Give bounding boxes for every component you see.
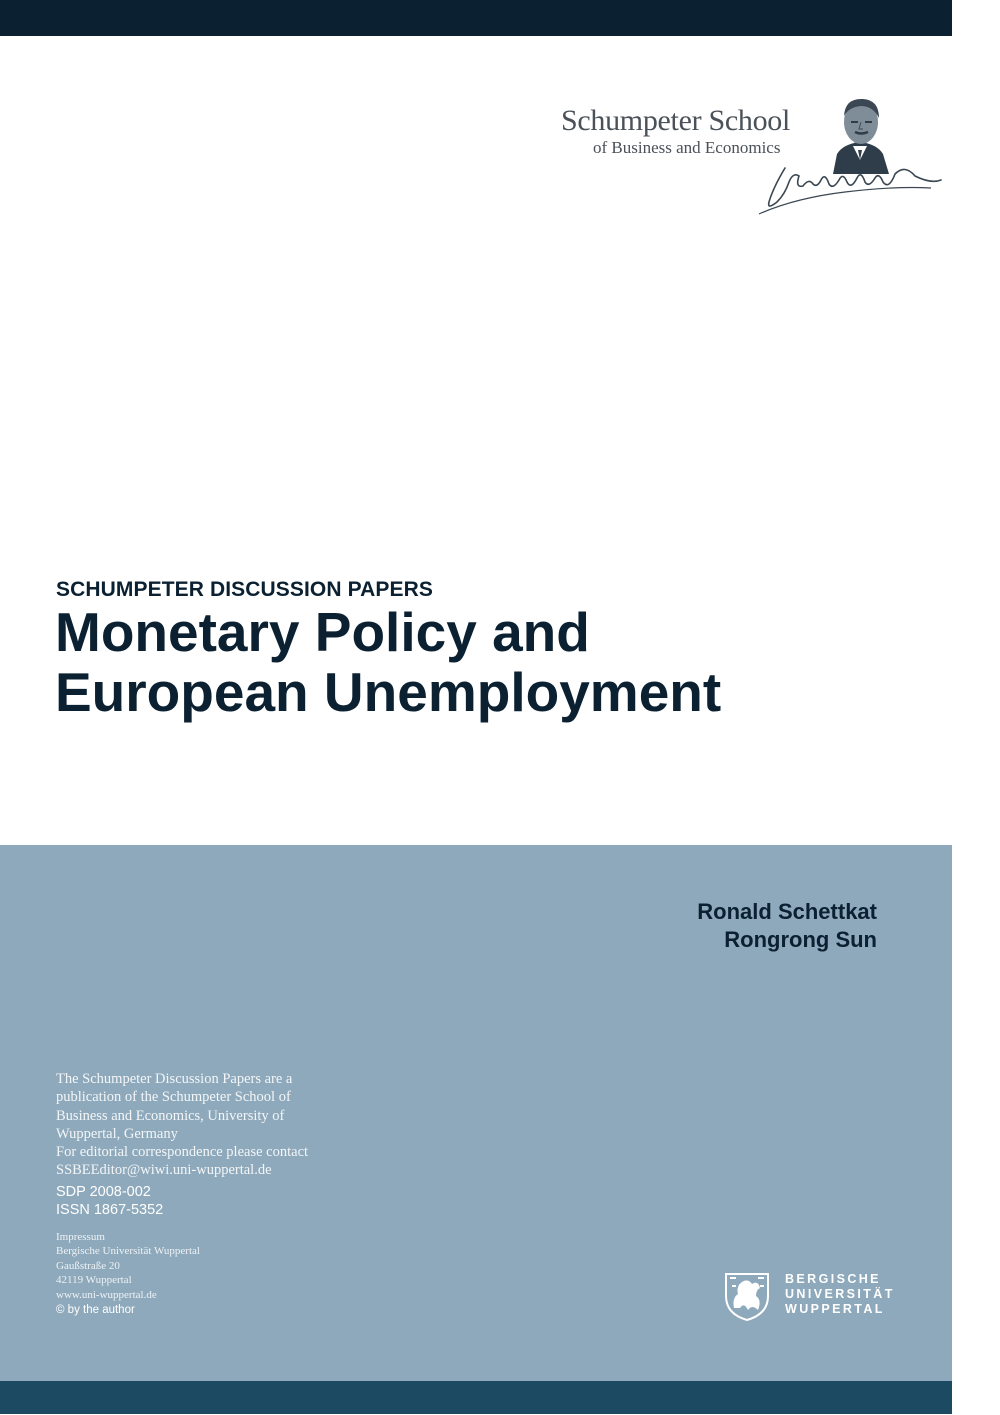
university-logo [722, 1266, 922, 1326]
impressum [56, 1230, 200, 1302]
impressum-line: Bergische Universität Wuppertal [56, 1245, 200, 1258]
logo-subtitle: of Business and Economics [593, 138, 781, 157]
author-name: Ronald Schettkat [697, 899, 877, 924]
impressum-url: www.uni-wuppertal.de [56, 1288, 157, 1301]
description-line: publication of the Schumpeter School of [56, 1089, 291, 1106]
university-logo-line: WUPPERTAL [785, 1302, 885, 1316]
editor-email: SSBEEditor@wiwi.uni-wuppertal.de [56, 1162, 272, 1179]
title-line: European Unemployment [55, 661, 722, 723]
paper-title [55, 602, 915, 722]
description-line: Business and Economics, University of [56, 1107, 285, 1124]
page-margin [952, 0, 1000, 1415]
impressum-line: Gaußstraße 20 [56, 1259, 120, 1272]
lion-crest-icon [722, 1268, 772, 1322]
description-line: The Schumpeter Discussion Papers are a [56, 1071, 293, 1087]
series-description [56, 1070, 356, 1180]
university-logo-line: UNIVERSITÄT [785, 1287, 895, 1301]
description-line: Wuppertal, Germany [56, 1125, 178, 1142]
author-name: Rongrong Sun [724, 927, 877, 952]
university-logo-text [785, 1272, 895, 1317]
copyright: © by the author [56, 1304, 135, 1316]
impressum-line: 42119 Wuppertal [56, 1274, 132, 1287]
bottom-bar [0, 1381, 952, 1414]
paper-id: SDP 2008-002 [56, 1184, 151, 1200]
impressum-line: Impressum [56, 1231, 105, 1243]
logo-name: Schumpeter School [561, 104, 791, 137]
issn: ISSN 1867-5352 [56, 1202, 164, 1218]
description-line: For editorial correspondence please contact [56, 1144, 309, 1161]
paper-identifiers [56, 1183, 163, 1219]
university-logo-line: BERGISCHE [785, 1272, 881, 1286]
author-list [697, 898, 877, 954]
title-line: Monetary Policy and [55, 601, 590, 663]
signature-icon [755, 158, 945, 218]
top-bar [0, 0, 952, 36]
schumpeter-school-logo [555, 92, 945, 222]
series-title: SCHUMPETER DISCUSSION PAPERS [56, 578, 433, 601]
